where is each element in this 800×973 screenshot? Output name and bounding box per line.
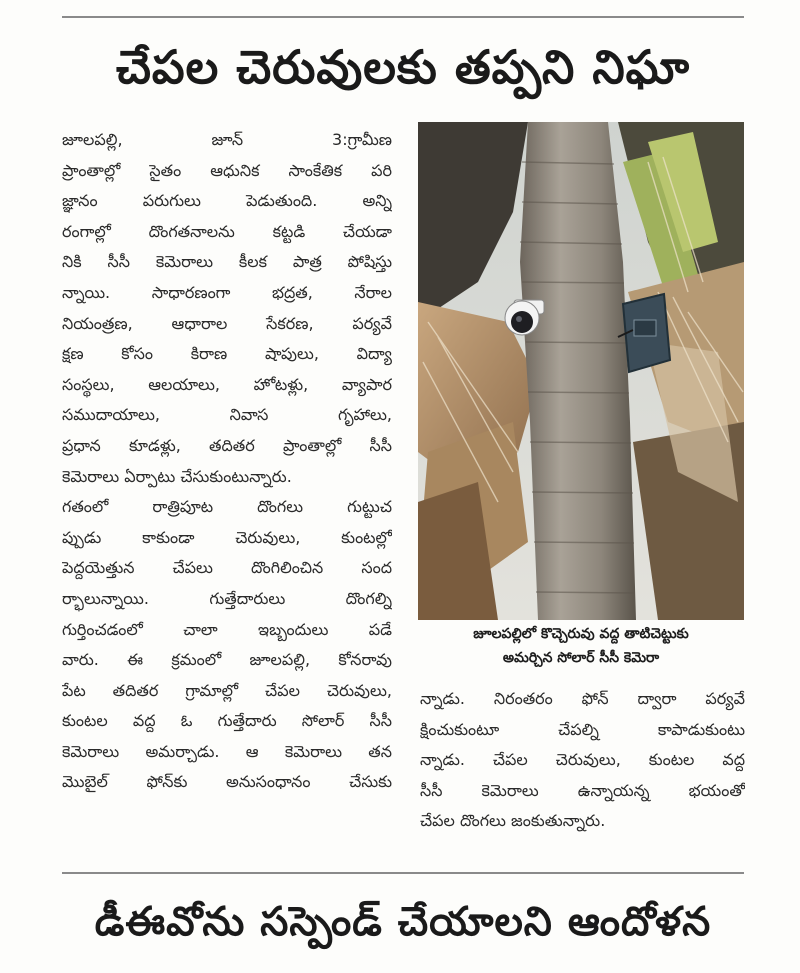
body-line: న్నాడు. చేపల చెరువులు, కుంటల వద్ద — [420, 750, 745, 770]
photo-caption — [418, 622, 744, 670]
top-divider — [62, 16, 744, 18]
body-line: ప్రధాన కూడళ్లు, తదితర ప్రాంతాల్లో సీసీ — [62, 435, 392, 455]
body-line: కుంటల వద్ద ఓ గుత్తేదారు సోలార్ సీసీ — [62, 711, 392, 731]
article-body-right-column — [420, 684, 745, 837]
caption-line: జూలపల్లిలో కొచ్చెరువు వద్ద తాటిచెట్టుకు — [473, 626, 689, 642]
body-line: గతంలో రాత్రిపూట దొంగలు గుట్టుచ — [62, 497, 392, 517]
body-line: న్నాయి. సాధారణంగా భద్రత, నేరాల — [62, 282, 392, 302]
caption-line: అమర్చిన సోలార్ సీసీ కెమెరా — [502, 650, 660, 666]
photo-illustration — [418, 122, 744, 620]
body-line: పెద్దయెత్తున చేపలు దొంగిలించిన సంద — [62, 558, 392, 578]
body-line: క్షణ కోసం కిరాణ షాపులు, విద్యా — [62, 344, 392, 364]
body-line: ప్రాంతాల్లో సైతం ఆధునిక సాంకేతిక పరి — [62, 160, 392, 180]
body-line: సముదాయాలు, నివాస గృహాలు, — [62, 405, 392, 425]
article-body-left-column — [62, 125, 392, 798]
body-line: క్షించుకుంటూ చేపల్ని కాపాడుకుంటు — [420, 719, 745, 739]
body-line: వారు. ఈ క్రమంలో జూలపల్లి, కోనరావు — [62, 650, 392, 670]
body-line: జూలపల్లి, జూన్ 3:గ్రామీణ — [62, 130, 392, 149]
body-line: మొబైల్ ఫోన్‌కు అనుసంధానం చేసుకు — [62, 772, 392, 792]
body-line: రంగాల్లో దొంగతనాలను కట్టడి చేయడా — [62, 221, 392, 241]
body-line: నికి సీసీ కెమెరాలు కీలక పాత్ర పోషిస్తు — [62, 252, 392, 272]
body-line: పేట తదితర గ్రామాల్లో చేపల చెరువులు, — [62, 680, 392, 700]
body-line: నియంత్రణ, ఆధారాల సేకరణ, పర్యవే — [62, 313, 392, 333]
second-article-headline: డీఈవోను సస్పెండ్ చేయాలని ఆందోళన — [94, 899, 712, 945]
article-headline: చేపల చెరువులకు తప్పని నిఘా — [115, 40, 691, 94]
body-line: ర్భాలున్నాయి. గుత్తేదారులు దొంగల్ని — [62, 588, 392, 608]
body-line: న్నాడు. నిరంతరం ఫోన్ ద్వారా పర్యవే — [420, 689, 745, 708]
article-photo-palm-tree-camera — [418, 122, 744, 620]
body-line: సంస్థలు, ఆలయాలు, హోటళ్లు, వ్యాపార — [62, 374, 392, 394]
body-line: జ్ఞానం పరుగులు పెడుతుంది. అన్ని — [62, 191, 392, 211]
body-line: గుర్తించడంలో చాలా ఇబ్బందులు పడే — [62, 619, 392, 639]
body-line: ప్పుడు కాకుండా చెరువులు, కుంటల్లో — [62, 527, 392, 547]
body-line: కెమెరాలు అమర్చాడు. ఆ కెమెరాలు తన — [62, 741, 392, 761]
body-line: చేపల దొంగలు జంకుతున్నారు. — [420, 811, 606, 831]
body-line: కెమెరాలు ఏర్పాటు చేసుకుంటున్నారు. — [62, 466, 292, 486]
body-line: సీసీ కెమెరాలు ఉన్నాయన్న భయంతో — [420, 780, 745, 800]
section-divider — [62, 872, 744, 874]
